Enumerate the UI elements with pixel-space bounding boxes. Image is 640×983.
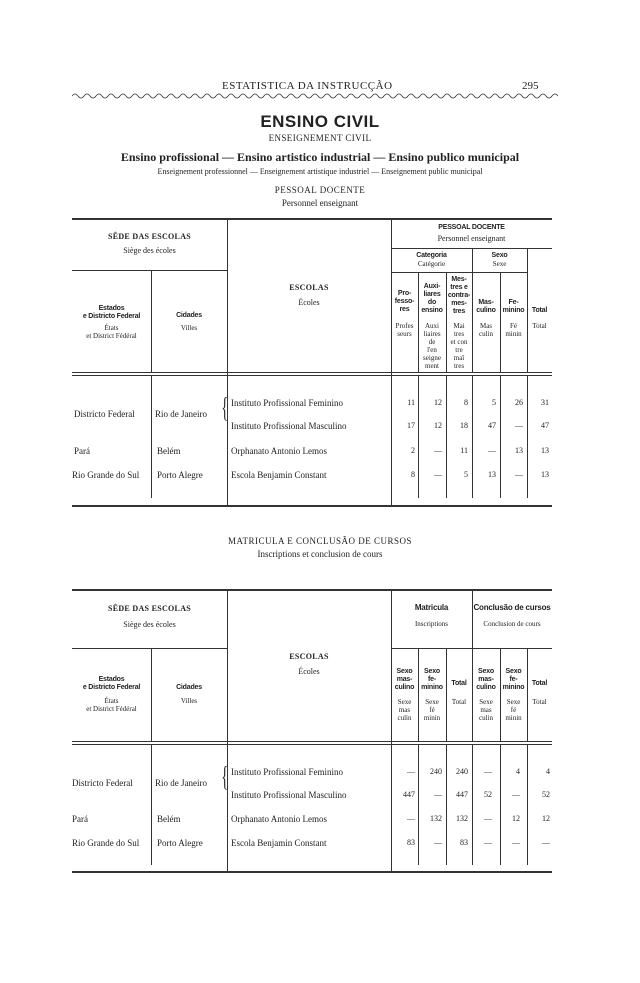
t1-group-header-fr: Personnel enseignant — [437, 234, 506, 243]
t1-estados-header: Estados e Districto Federal — [82, 305, 141, 320]
t1-cell: — — [434, 446, 442, 455]
t1-row5-escola: Escola Benjamin Constant — [231, 470, 327, 480]
t2-row1-escola: Instituto Profissional Feminino — [231, 767, 344, 777]
t2-conclusao-header: Conclusão de cursos — [473, 603, 551, 612]
t1-categoria-header: Categoria — [416, 252, 447, 259]
t1-cell: 8 — [464, 398, 468, 407]
t1-row3-escola: Instituto Profissional Masculino — [231, 421, 347, 431]
t1-row2-estado: Districto Federal — [74, 409, 135, 419]
t2-row4-cidade: Belém — [157, 814, 181, 824]
t1-row5-estado: Rio Grande do Sul — [72, 470, 140, 480]
t2-col-conc-masc: Sexo mas- culino — [476, 668, 496, 691]
t1-col-professores: Pro- fesso- res — [394, 290, 415, 313]
t2-cell: 447 — [403, 790, 415, 799]
t2-sede-header: SÊDE DAS ESCOLAS — [107, 604, 192, 613]
t1-row4-estado: Pará — [74, 446, 90, 456]
section2-title-fr: Inscriptions et conclusion de cours — [257, 549, 383, 559]
running-title: ESTATISTICA DA INSTRUCÇÃO — [222, 80, 393, 92]
t2-cell: — — [407, 814, 415, 823]
t2-cell: — — [512, 790, 520, 799]
t2-col-conc-fem: Sexo fe- minino — [502, 668, 525, 691]
t1-cell: 11 — [407, 398, 415, 407]
t2-cell: 83 — [407, 838, 415, 847]
t2-escolas-header-fr: Écoles — [298, 667, 320, 676]
t2-cell: — — [484, 767, 492, 776]
t2-row2-estado: Districto Federal — [72, 778, 133, 788]
t1-row1-escola: Instituto Profissional Feminino — [231, 398, 344, 408]
t2-col-mat-total: Total — [451, 680, 467, 687]
t1-row4-cidade: Belém — [157, 446, 181, 456]
t2-matricula-header: Matricula — [414, 603, 449, 612]
t2-col-mat-masc: Sexo mas- culino — [394, 668, 415, 691]
t1-cell: 47 — [541, 421, 549, 430]
t2-cell: 12 — [542, 814, 550, 823]
t1-cell: 13 — [541, 446, 549, 455]
t1-col-auxiliares-fr: Auxi liaires de l'en seigne ment — [423, 322, 441, 370]
t1-row2-cidade: Rio de Janeiro — [155, 409, 207, 419]
t2-cell: — — [434, 790, 442, 799]
t2-sede-header-fr: Siège des écoles — [123, 620, 176, 629]
t2-cell: 447 — [456, 790, 468, 799]
t1-col-total: Total — [531, 307, 548, 314]
t2-col-conc-fem-fr: Sexe fé minin — [505, 698, 522, 722]
t1-cell: 13 — [541, 470, 549, 479]
t1-cell: 13 — [515, 446, 523, 455]
t1-cell: — — [515, 470, 523, 479]
section1-title: PESSOAL DOCENTE — [274, 185, 366, 195]
main-title-fr: ENSEIGNEMENT CIVIL — [268, 133, 372, 143]
t1-cell: 18 — [460, 421, 468, 430]
t1-col-masculino: Mas- culino — [476, 299, 496, 314]
t1-cell: 17 — [407, 421, 415, 430]
t1-row4-escola: Orphanato Antonio Lemos — [231, 446, 327, 456]
t1-col-feminino-fr: Fé minin — [505, 322, 522, 338]
t1-cell: 12 — [434, 398, 442, 407]
subtitle: Ensino profissional — Ensino artistico industrial — Ensino publico municipal — [120, 150, 520, 164]
t2-cell: 83 — [460, 838, 468, 847]
subtitle-fr: Enseignement professionnel — Enseignement artistique industriel — Enseignement public municipal — [157, 167, 483, 176]
t2-conclusao-header-fr: Conclusion de cours — [483, 620, 541, 628]
t1-escolas-header-fr: Écoles — [298, 298, 320, 307]
t2-cell: 132 — [430, 814, 442, 823]
t2-estados-header-fr: États et District Fédéral — [86, 697, 137, 713]
t2-cell: — — [542, 838, 550, 847]
t1-cidades-header-fr: Villes — [180, 324, 198, 332]
t1-cell: 5 — [464, 470, 468, 479]
t2-cell: 240 — [456, 767, 468, 776]
t1-sede-header-fr: Siège des écoles — [123, 246, 176, 255]
t2-cell: 4 — [546, 767, 550, 776]
t1-col-feminino: Fe- minino — [502, 299, 525, 314]
t2-col-conc-total-fr: Total — [532, 698, 547, 706]
t1-cell: — — [515, 421, 523, 430]
t1-col-professores-fr: Profes seurs — [395, 322, 414, 338]
t2-estados-header: Estados e Districto Federal — [82, 676, 141, 691]
t2-col-mat-fem: Sexo fe- minino — [421, 668, 443, 691]
t1-cell: — — [434, 470, 442, 479]
t1-sexo-header-fr: Sexe — [492, 260, 507, 268]
t2-col-conc-total: Total — [531, 680, 548, 687]
t1-sexo-header: Sexo — [491, 252, 508, 259]
t2-row4-escola: Orphanato Antonio Lemos — [231, 814, 327, 824]
t2-matricula-header-fr: Inscriptions — [414, 620, 449, 628]
t1-cell: 47 — [488, 421, 496, 430]
t1-cell: — — [488, 446, 496, 455]
t1-row5-cidade: Porto Alegre — [157, 470, 203, 480]
t2-col-mat-total-fr: Total — [451, 698, 467, 706]
t1-col-mestres-fr: Mai tres et con tre maî tres — [450, 322, 468, 370]
t1-escolas-header: ESCOLAS — [289, 283, 329, 292]
main-title: ENSINO CIVIL — [260, 112, 380, 131]
t2-cell: 52 — [484, 790, 492, 799]
t2-cell: 4 — [516, 767, 520, 776]
t1-cell: 8 — [411, 470, 415, 479]
t2-col-mat-masc-fr: Sexe mas culin — [397, 698, 412, 722]
t1-cell: 5 — [492, 398, 496, 407]
t1-group-header: PESSOAL DOCENTE — [438, 224, 505, 231]
t2-cidades-header: Cidades — [176, 684, 202, 691]
t1-col-total-fr: Total — [532, 322, 547, 330]
t1-col-masculino-fr: Mas culin — [479, 322, 493, 338]
t2-row3-escola: Instituto Profissional Masculino — [231, 790, 347, 800]
t1-cell: 11 — [460, 446, 468, 455]
t1-sede-header: SÊDE DAS ESCOLAS — [107, 232, 192, 241]
t2-row2-cidade: Rio de Janeiro — [155, 778, 207, 788]
t1-categoria-header-fr: Catégorie — [417, 260, 446, 268]
t1-brace: { — [221, 393, 229, 424]
t2-col-conc-masc-fr: Sexe mas culin — [479, 698, 493, 722]
t1-cell: 12 — [434, 421, 442, 430]
t2-cell: 240 — [430, 767, 442, 776]
t1-cell: 31 — [541, 398, 549, 407]
section1-title-fr: Personnel enseignant — [281, 198, 359, 208]
t2-escolas-header: ESCOLAS — [289, 652, 329, 661]
t2-col-mat-fem-fr: Sexe fé minin — [423, 698, 441, 722]
t1-col-mestres: Mes- tres e contra- mes- tres — [447, 276, 471, 315]
page-number: 295 — [522, 80, 539, 92]
t2-cidades-header-fr: Villes — [180, 697, 198, 705]
t2-row5-escola: Escola Benjamin Constant — [231, 838, 327, 848]
t2-cell: — — [484, 814, 492, 823]
t2-cell: — — [407, 767, 415, 776]
t2-cell: — — [484, 838, 492, 847]
t1-cell: 13 — [488, 470, 496, 479]
t2-cell: 52 — [542, 790, 550, 799]
t2-cell: 132 — [456, 814, 468, 823]
t1-cell: 26 — [515, 398, 523, 407]
t2-brace: { — [221, 762, 229, 793]
section2-title: MATRICULA E CONCLUSÃO DE CURSOS — [227, 536, 413, 546]
t1-col-auxiliares: Auxi- liares do ensino — [421, 283, 443, 314]
t2-cell: — — [434, 838, 442, 847]
t2-cell: 12 — [512, 814, 520, 823]
t2-row4-estado: Pará — [72, 814, 88, 824]
t2-row5-estado: Rio Grande do Sul — [72, 838, 140, 848]
t1-cidades-header: Cidades — [176, 312, 202, 319]
t1-estados-header-fr: États et District Fédéral — [86, 324, 137, 340]
t2-cell: — — [512, 838, 520, 847]
t1-cell: 2 — [411, 446, 415, 455]
t2-row5-cidade: Porto Alegre — [157, 838, 203, 848]
